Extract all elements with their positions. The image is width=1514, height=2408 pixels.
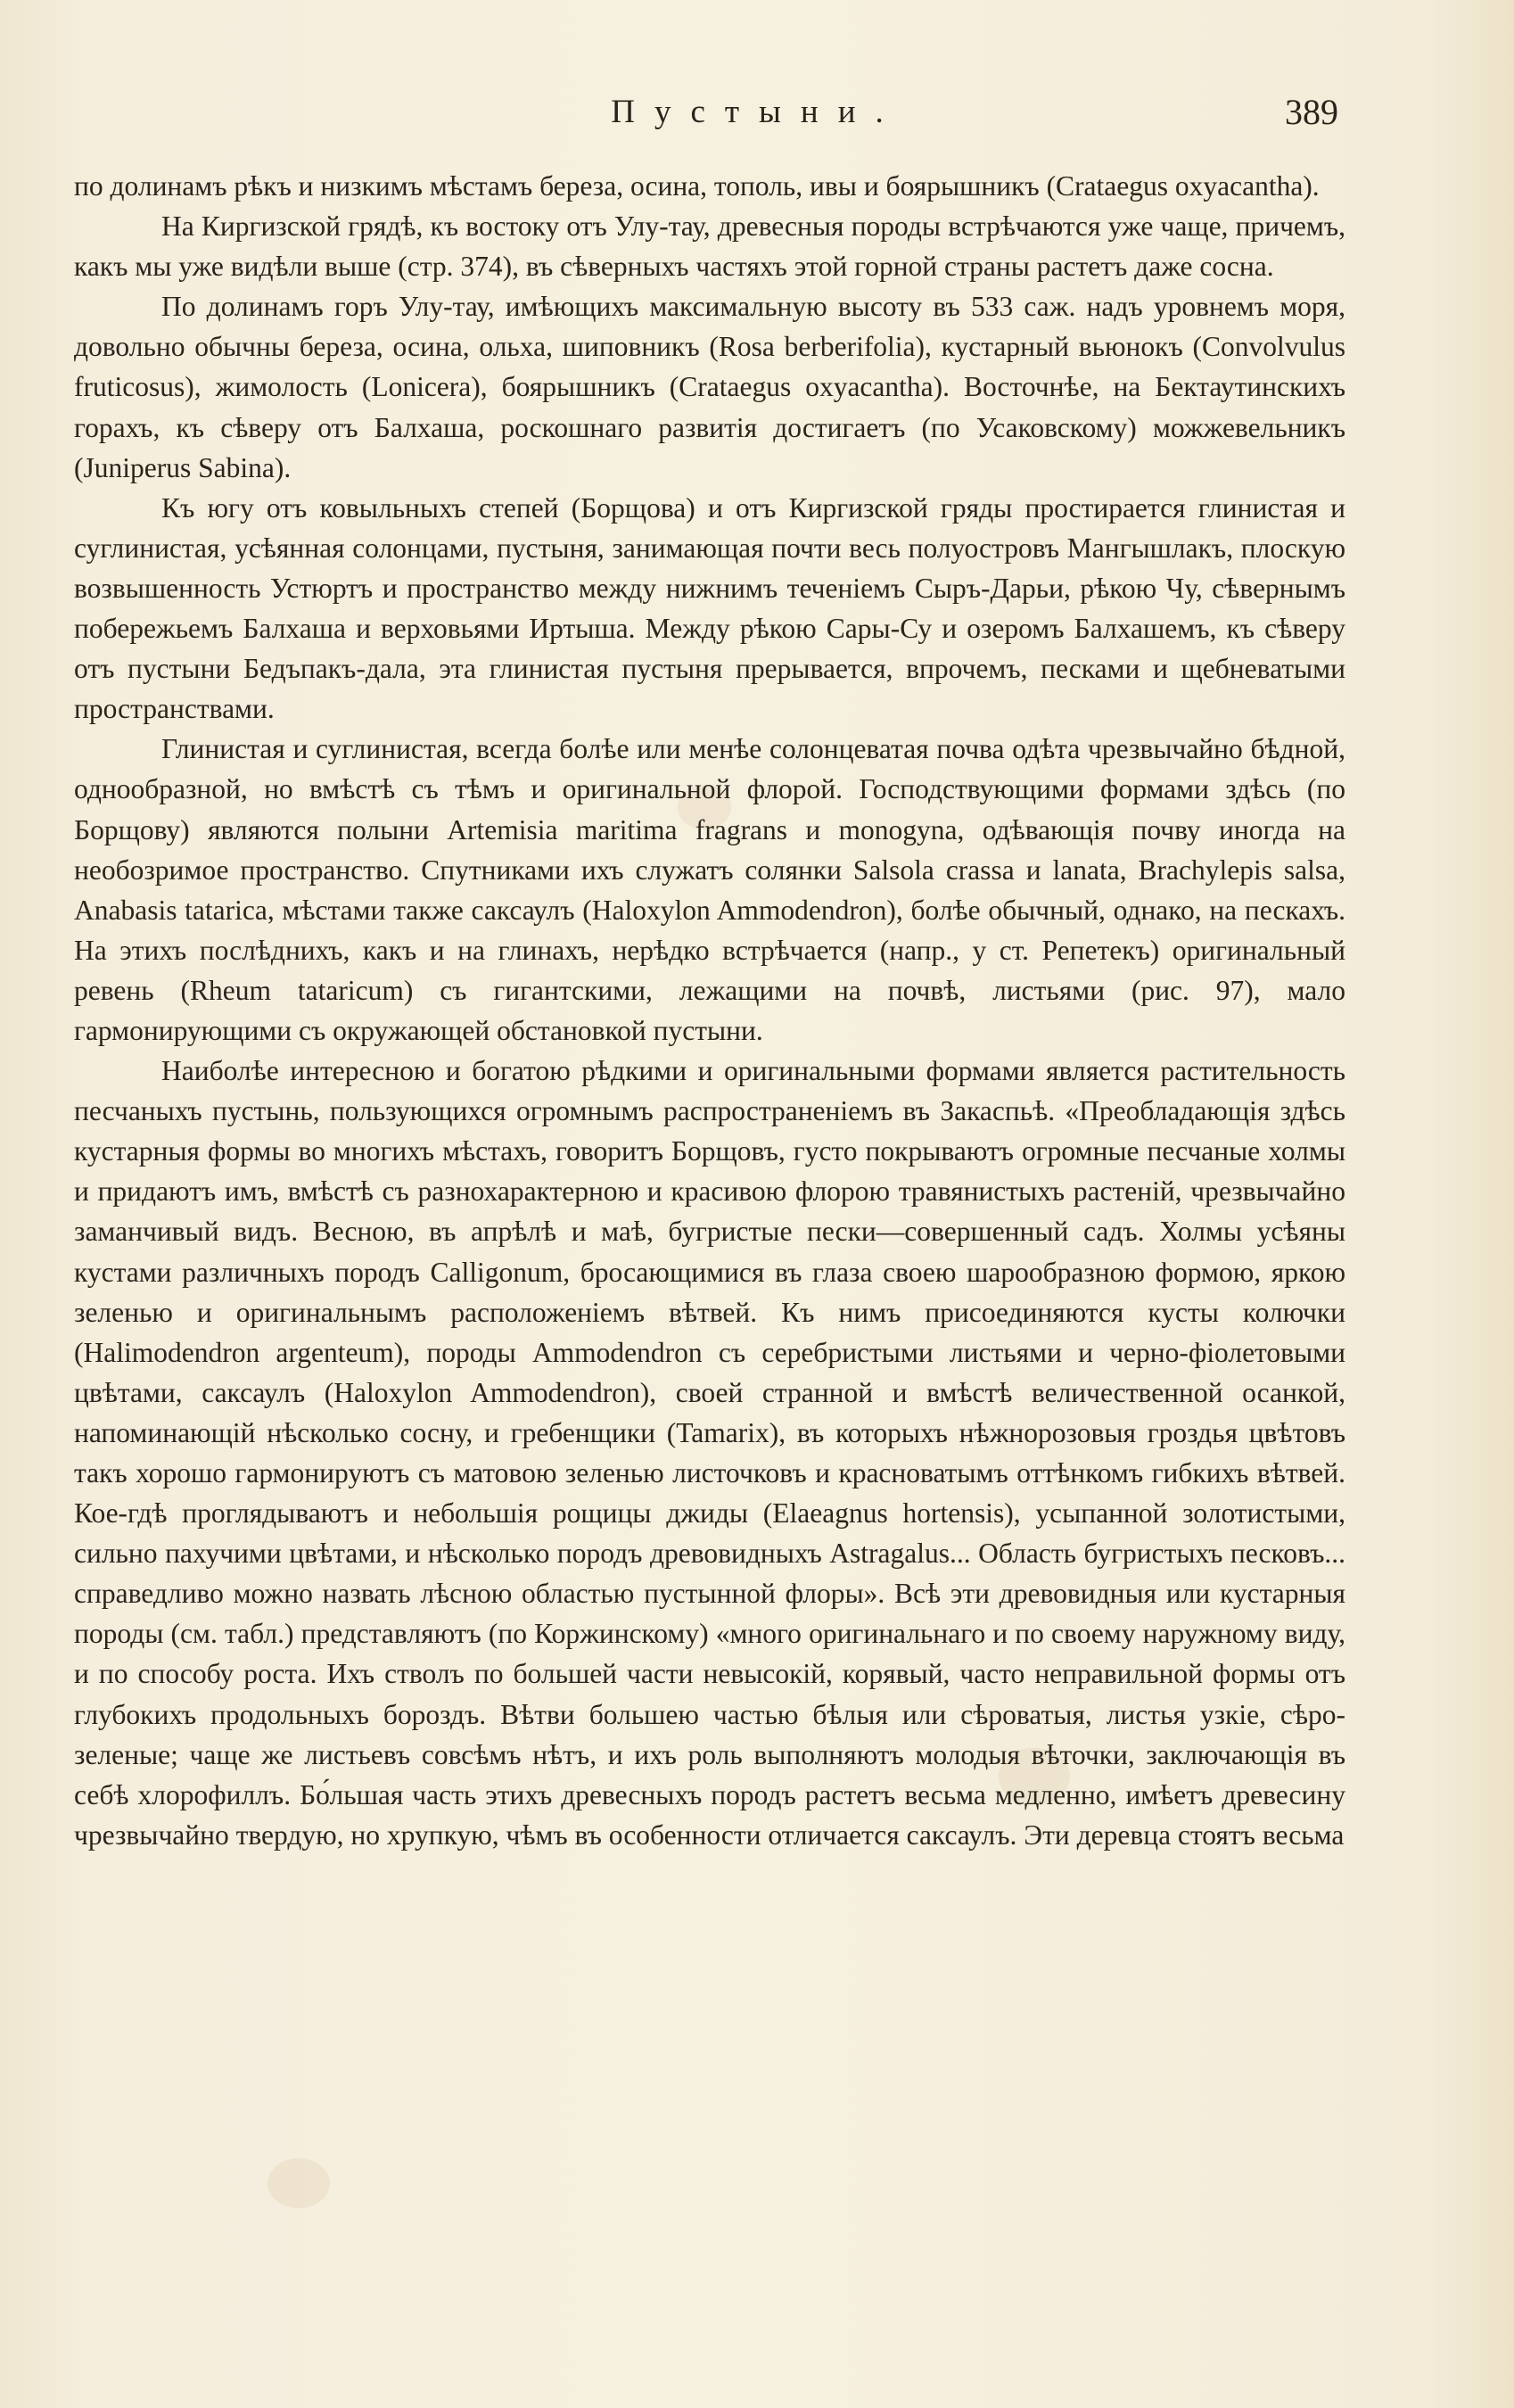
paragraph: Къ югу отъ ковыльныхъ степей (Борщова) и отъ Киргизской гряды простирается глинистая и суглинистая, усѣянная солонцами, пустыня, занимающая почти весь полуостровъ Мангышлакъ, плоскую возвышенность Устюртъ и пространство между нижнимъ теченіемъ Сыръ-Дарьи, рѣкою Чу, сѣвернымъ побережьемъ Балхаша и верховьями Иртыша. Между рѣкою Сары-Су и озеромъ Балхашемъ, къ сѣверу отъ пустыни Бедъпакъ-дала, эта глинистая пустыня прерывается, впрочемъ, песками и щебневатыми пространствами.	[74, 491, 1345, 725]
paragraph: По долинамъ горъ Улу-тау, имѣющихъ максимальную высоту въ 533 саж. надъ уровнемъ моря, довольно обычны береза, осина, ольха, шиповникъ (Rosa berberifolia), кустарный вьюнокъ (Convolvulus fruticosus), жимолость (Lonicera), боярышникъ (Crataegus oxyacantha). Восточнѣе, на Бектаутинскихъ горахъ, къ сѣверу отъ Балхаша, роскошнаго развитія достигаетъ (по Усаковскому) можжевельникъ (Juniperus Sabina).	[74, 291, 1345, 483]
paragraph: Наиболѣе интересною и богатою рѣдкими и оригинальными формами является растительность песчаныхъ пустынь, пользующихся огромнымъ распространеніемъ въ Закаспьѣ. «Преобладающія здѣсь кустарныя формы во многихъ мѣстахъ, говоритъ Борщовъ, густо покрываютъ огромные песчаные холмы и придаютъ имъ, вмѣстѣ съ разнохарактерною и красивою флорою травянистыхъ растеній, чрезвычайно заманчивый видъ. Весною, въ апрѣлѣ и маѣ, бугристые пески—совершенный садъ. Холмы усѣяны кустами различныхъ породъ Calligonum, бросающимися въ глаза своею шарообразною формою, яркою зеленью и оригинальнымъ расположеніемъ вѣтвей. Къ нимъ присоединяются кусты колючки (Halimodendron argenteum), породы Ammodendron съ серебристыми листьями и черно-фіолетовыми цвѣтами, саксаулъ (Haloxylon Ammodendron), своей странной и вмѣстѣ величественной осанкой, напоминающій нѣсколько сосну, и гребенщики (Tamarix), въ которыхъ нѣжнорозовыя гроздья цвѣтовъ такъ хорошо гармонируютъ съ матовою зеленью листочковъ и красноватымъ оттѣнкомъ гибкихъ вѣтвей. Кое-гдѣ проглядываютъ и небольшія рощицы джиды (Elaeagnus hortensis), усыпанной золотистыми, сильно пахучими цвѣтами, и нѣсколько породъ древовидныхъ Astragalus... Область бугристыхъ песковъ... справедливо можно назвать лѣсною областью пустынной флоры». Всѣ эти древовидныя или кустарныя породы (см. табл.) представляютъ (по Коржинскому) «много оригинальнаго и по своему наружному виду, и по способу роста. Ихъ стволъ по большей части невысокій, корявый, часто неправильной формы отъ глубокихъ продольныхъ бороздъ. Вѣтви большею частью бѣлыя или сѣроватыя, листья узкіе, сѣро-зеленые; чаще же листьевъ совсѣмъ нѣтъ, и ихъ роль выполняютъ молодыя вѣточки, заключающія въ себѣ хлорофиллъ. Бо́льшая часть этихъ древесныхъ породъ растетъ весьма медленно, имѣетъ древесину чрезвычайно твердую, но хрупкую, чѣмъ въ особенности отличается саксаулъ. Эти деревца стоятъ весьма	[74, 1055, 1345, 1851]
body-text	[74, 166, 1345, 1855]
page-header	[0, 87, 1514, 141]
paragraph: по долинамъ рѣкъ и низкимъ мѣстамъ береза, осина, тополь, ивы и боярышникъ (Crataegus oxyacantha).	[74, 170, 1320, 202]
page-number: 389	[1285, 92, 1338, 132]
paragraph: На Киргизской грядѣ, къ востоку отъ Улу-тау, древесныя породы встрѣчаются уже чаще, причемъ, какъ мы уже видѣли выше (стр. 374), въ сѣверныхъ частяхъ этой горной страны растетъ даже сосна.	[74, 210, 1345, 283]
running-title: Пустыни.	[611, 94, 903, 130]
paper-stain	[267, 2158, 330, 2208]
paragraph: Глинистая и суглинистая, всегда болѣе или менѣе солонцеватая почва одѣта чрезвычайно бѣдной, однообразной, но вмѣстѣ съ тѣмъ и оригинальной флорой. Господствующими формами здѣсь (по Борщову) являются полыни Artemisia maritima fragrans и monogyna, одѣвающія почву иногда на необозримое пространство. Спутниками ихъ служатъ солянки Salsola crassa и lanata, Brachylepis salsa, Anabasis tatarica, мѣстами также саксаулъ (Haloxylon Ammodendron), болѣе обычный, однако, на пескахъ. На этихъ послѣднихъ, какъ и на глинахъ, нерѣдко встрѣчается (напр., у ст. Репетекъ) оригинальный ревень (Rheum tataricum) съ гигантскими, лежащими на почвѣ, листьями (рис. 97), мало гармонирующими съ окружающей обстановкой пустыни.	[74, 733, 1345, 1046]
